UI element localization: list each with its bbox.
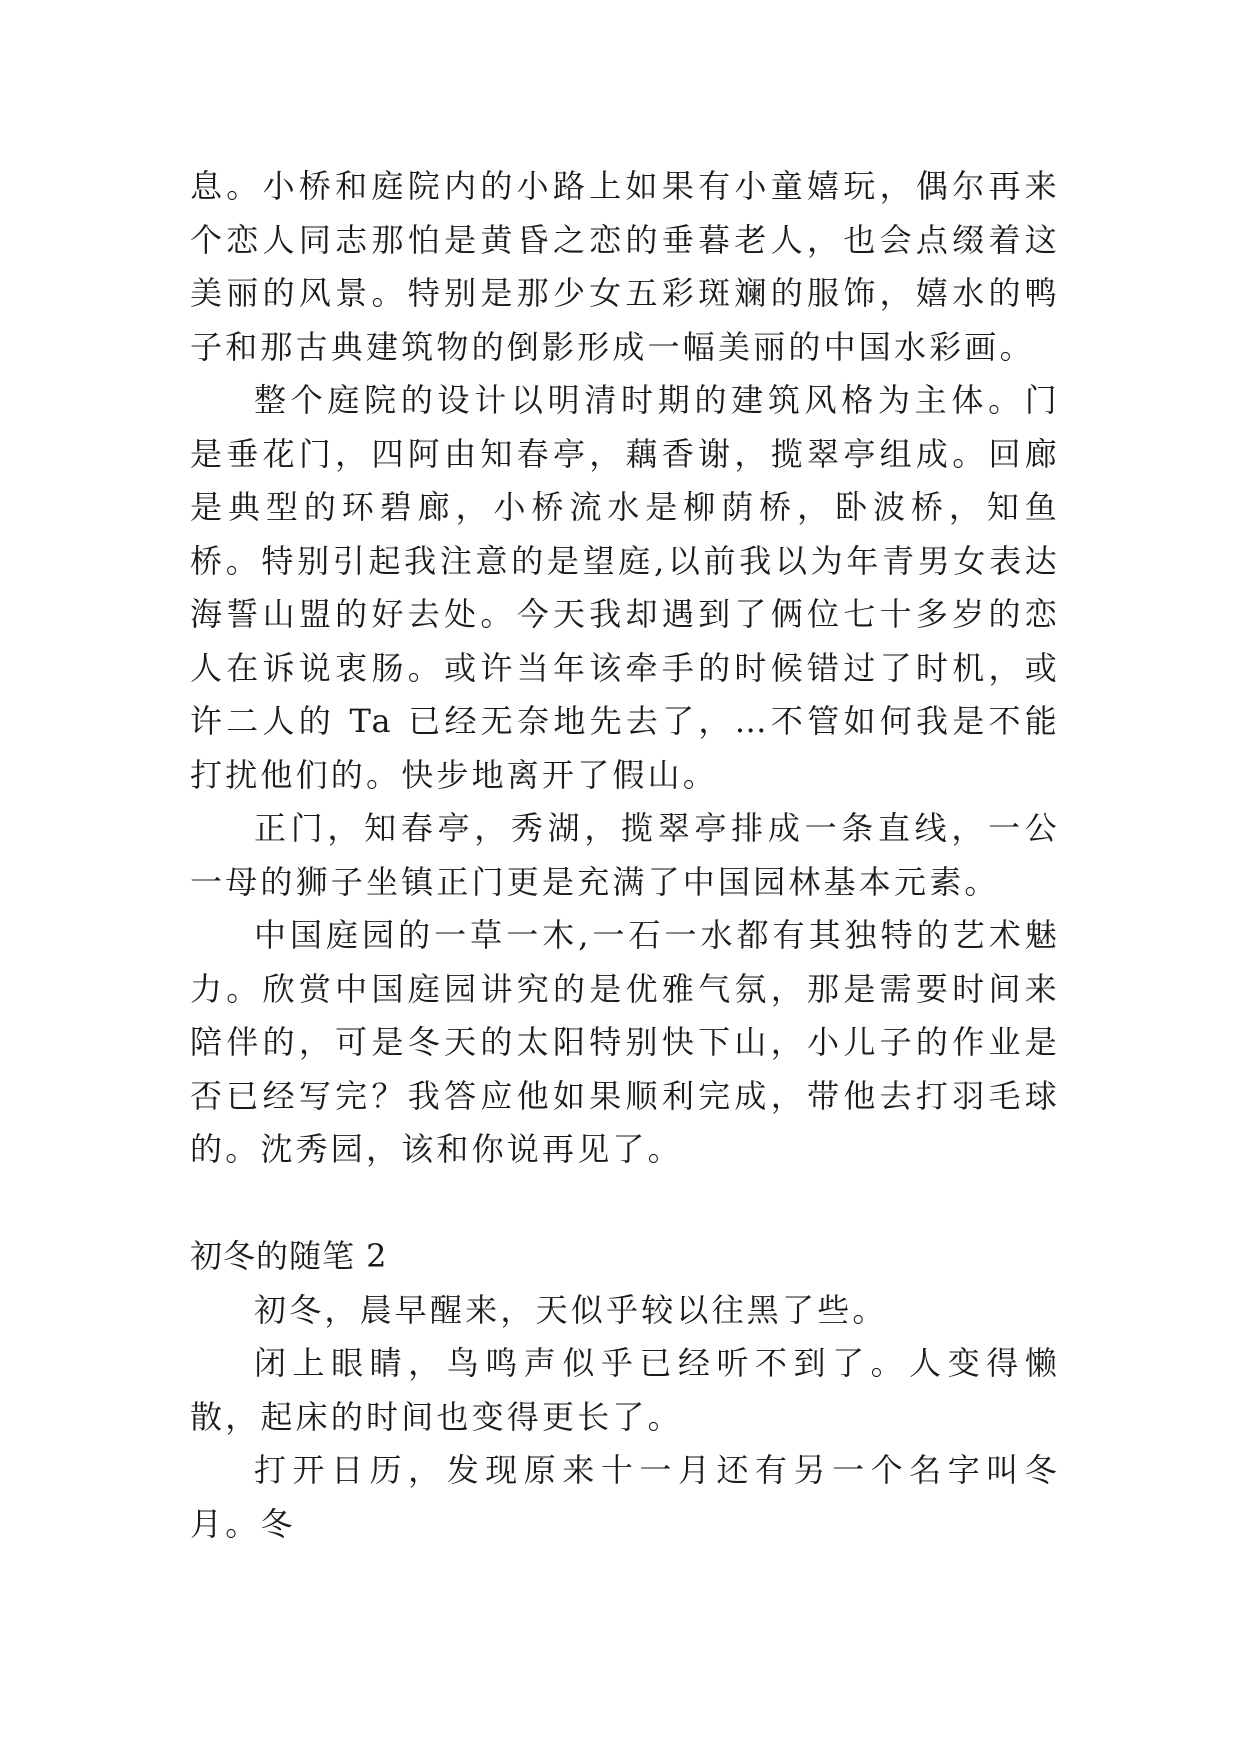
paragraph-early-winter-morning: 初冬，晨早醒来，天似乎较以往黑了些。 — [254, 1290, 888, 1329]
continued-paragraph: 息。小桥和庭院内的小路上如果有小童嬉玩，偶尔再来个恋人同志那怕是黄昏之恋的垂暮老人，也会点缀着这美丽的风景。特别是那少女五彩斑斓的服饰，嬉水的鸭子和那古典建筑物的倒影形成一幅美丽的中国水彩画。 — [190, 167, 1060, 366]
paragraph-courtyard-design: 整个庭院的设计以明清时期的建筑风格为主体。门是垂花门，四阿由知春亭，藕香谢，揽翠亭组成。回廊是典型的环碧廊，小桥流水是柳荫桥，卧波桥，知鱼桥。特别引起我注意的是望庭,以前我以为年青男女表达海誓山盟的好去处。今天我却遇到了俩位七十多岁的恋人在诉说衷肠。或许当年该牵手的时候错过了时机，或许二人的 Ta 已经无奈地先去了，…不管如何我是不能打扰他们的。快步地离开了假山。 — [190, 381, 1060, 794]
section-title: 初冬的随笔 2 — [190, 1237, 388, 1275]
paragraph-calendar: 打开日历，发现原来十一月还有另一个名字叫冬月。冬 — [190, 1451, 1060, 1543]
paragraph-close-eyes: 闭上眼睛，鸟鸣声似乎已经听不到了。人变得懒散，起床的时间也变得更长了。 — [190, 1344, 1060, 1436]
paragraph-garden-charm: 中国庭园的一草一木,一石一水都有其独特的艺术魅力。欣赏中国庭园讲究的是优雅气氛，那是需要时间来陪伴的，可是冬天的太阳特别快下山，小儿子的作业是否已经写完？我答应他如果顺利完成，带他去打羽毛球的。沈秀园，该和你说再见了。 — [190, 916, 1060, 1168]
section-gap — [190, 1177, 1060, 1231]
paragraph-main-gate: 正门，知春亭，秀湖，揽翠亭排成一条直线，一公一母的狮子坐镇正门更是充满了中国园林基本元素。 — [190, 809, 1060, 901]
document-body — [190, 160, 1060, 1551]
